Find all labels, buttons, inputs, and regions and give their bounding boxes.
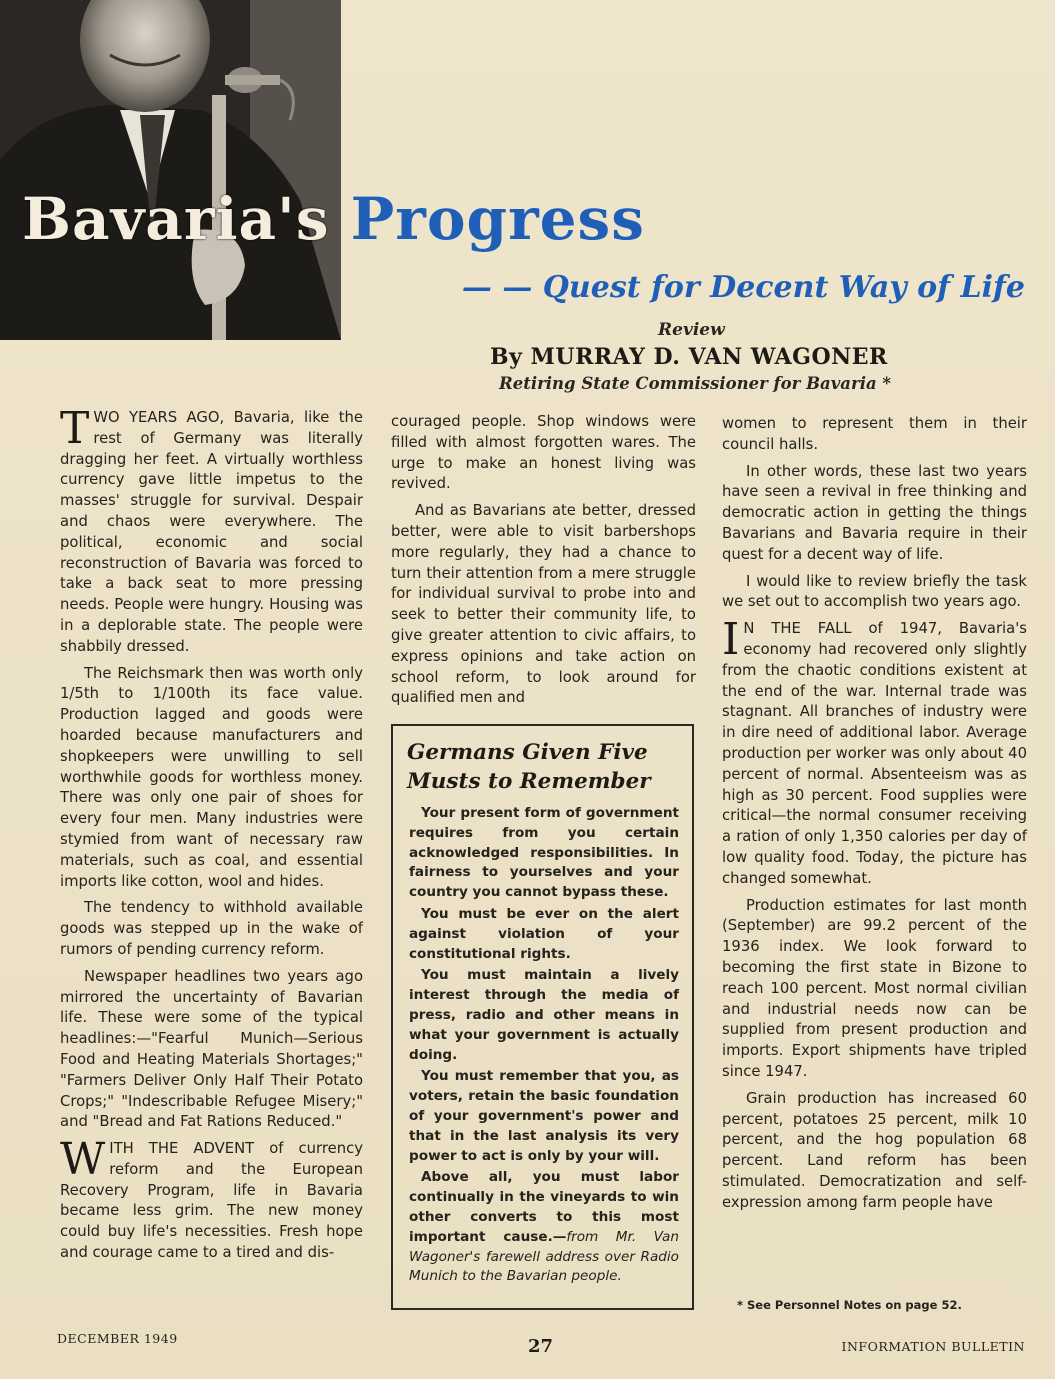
- article-subtitle: — — Quest for Decent Way of Life: [461, 270, 1025, 305]
- box-paragraph: Above all, you must labor continually in the vineyards to win other converts to this most important cause.—from Mr. Van Wagoner's farewell address over Radio Munich to the Bavarian people.: [409, 1169, 680, 1285]
- title-part-1: Bavaria's: [22, 185, 330, 253]
- box-body: [409, 804, 679, 1289]
- title-part-2: Progress: [350, 185, 645, 253]
- article-title: [22, 185, 645, 253]
- drop-cap: I: [722, 614, 740, 666]
- sidebar-box: [391, 724, 694, 1310]
- paragraph: Newspaper headlines two years ago mirrored the uncertainty of Bavarian life. These were some of the typical headlines:—"Fearful Munich—Serious Food and Heating Materials Shortages;" "Farmers Deliver Only Half Their Potato Crops;" "Indescribable Refugee Misery;" and "Bread and Fat Rations Reduced.": [60, 967, 363, 1131]
- box-paragraph: Your present form of government requires from you certain acknowledged responsibilities. In fairness to yourselves and your country you cannot bypass these.: [409, 805, 679, 901]
- paragraph: WITH THE ADVENT of currency reform and the European Recovery Program, life in Bavaria became less grim. The new money could buy life's necessities. Fresh hope and courage came to a tired and dis-: [60, 1134, 363, 1262]
- byline: By MURRAY D. VAN WAGONER: [490, 344, 888, 370]
- paragraph: In other words, these last two years have seen a revival in free thinking and democratic action in getting the things Bavarians and Bavaria require in their quest for a decent way of life.: [722, 462, 1027, 563]
- box-paragraph: You must remember that you, as voters, retain the basic foundation of your government's power and that in the last analysis its very power to act is only by your will.: [409, 1068, 679, 1164]
- review-label: Review: [658, 320, 725, 340]
- paragraph: couraged people. Shop windows were filled with almost forgotten wares. The urge to make an honest living was revived.: [391, 413, 696, 493]
- box-paragraph: You must maintain a lively interest through the media of press, radio and other means in what your government is actually doing.: [409, 967, 679, 1063]
- drop-cap: W: [60, 1134, 106, 1186]
- paragraph: The Reichsmark then was worth only 1/5th to 1/100th its face value. Production lagged and goods were hoarded because manufacturers and shopkeepers were unwilling to sell worthwhile goods for worthless money. There was only one pair of shoes for every four men. Many industries were stymied from want of necessary raw materials, such as coal, and essential imports like cotton, wool and hides.: [60, 664, 363, 890]
- paragraph: I would like to review briefly the task we set out to accomplish two years ago.: [722, 572, 1027, 611]
- page-number: 27: [528, 1336, 554, 1357]
- footer-date: DECEMBER 1949: [57, 1331, 178, 1346]
- paragraph: women to represent them in their council halls.: [722, 415, 1027, 453]
- box-title: Germans Given Five Musts to Remember: [407, 740, 651, 794]
- drop-cap: T: [60, 403, 90, 454]
- footnote: * See Personnel Notes on page 52.: [737, 1298, 962, 1312]
- column-1: [60, 403, 363, 1270]
- byline-role: Retiring State Commissioner for Bavaria *: [499, 374, 892, 393]
- column-3: [722, 414, 1027, 1219]
- paragraph: The tendency to withhold available goods was stepped up in the wake of rumors of pending currency reform.: [60, 899, 363, 958]
- paragraph: Production estimates for last month (September) are 99.2 percent of the 1936 index. We look forward to becoming the first state in Bizone to reach 100 percent. Most normal civilian and industrial needs now can be supplied from present production and imports. Export shipments have tripled since 1947.: [722, 896, 1027, 1080]
- speaker-microphone-illustration: [0, 0, 341, 340]
- paragraph: TWO YEARS AGO, Bavaria, like the rest of Germany was literally dragging her feet. A virtually worthless currency gave little impetus to the masses' struggle for survival. Despair and chaos were everywhere. The political, economic and social reconstruction of Bavaria was forced to take a back seat to more pressing needs. People were hungry. Housing was in a deplorable state. The people were shabbily dressed.: [60, 403, 363, 655]
- box-paragraph: You must be ever on the alert against violation of your constitutional rights.: [409, 905, 679, 962]
- footer-publication: INFORMATION BULLETIN: [841, 1339, 1025, 1354]
- paragraph: And as Bavarians ate better, dressed better, were able to visit barbershops more regularly, they had a chance to turn their attention from a mere struggle for individual survival to probe into and seek to better their community life, to give greater attention to civic affairs, to express opinions and take action on school reform, to look around for qualified men and: [391, 502, 696, 707]
- portrait-photo: [0, 0, 341, 340]
- column-2: [391, 412, 696, 715]
- paragraph: Grain production has increased 60 percent, potatoes 25 percent, milk 10 percent, and the hog population 68 percent. Land reform has been stimulated. Democratization and self-expression among farm people have: [722, 1089, 1027, 1211]
- paragraph: I N THE FALL of 1947, Bavaria's economy had recovered only slightly from the chaotic conditions existent at the end of the war. Internal trade was stagnant. All branches of industry were in dire need of additional labor. Average production per worker was only about 40 percent of normal. Absenteeism was as high as 30 percent. Food supplies were critical—the normal consumer receiving a ration of only 1,350 calories per day of low quality food. Today, the picture has changed somewhat.: [722, 614, 1027, 887]
- quote-source: from Mr. Van Wagoner's farewell address over Radio Munich to the Bavarian people.: [409, 1228, 680, 1285]
